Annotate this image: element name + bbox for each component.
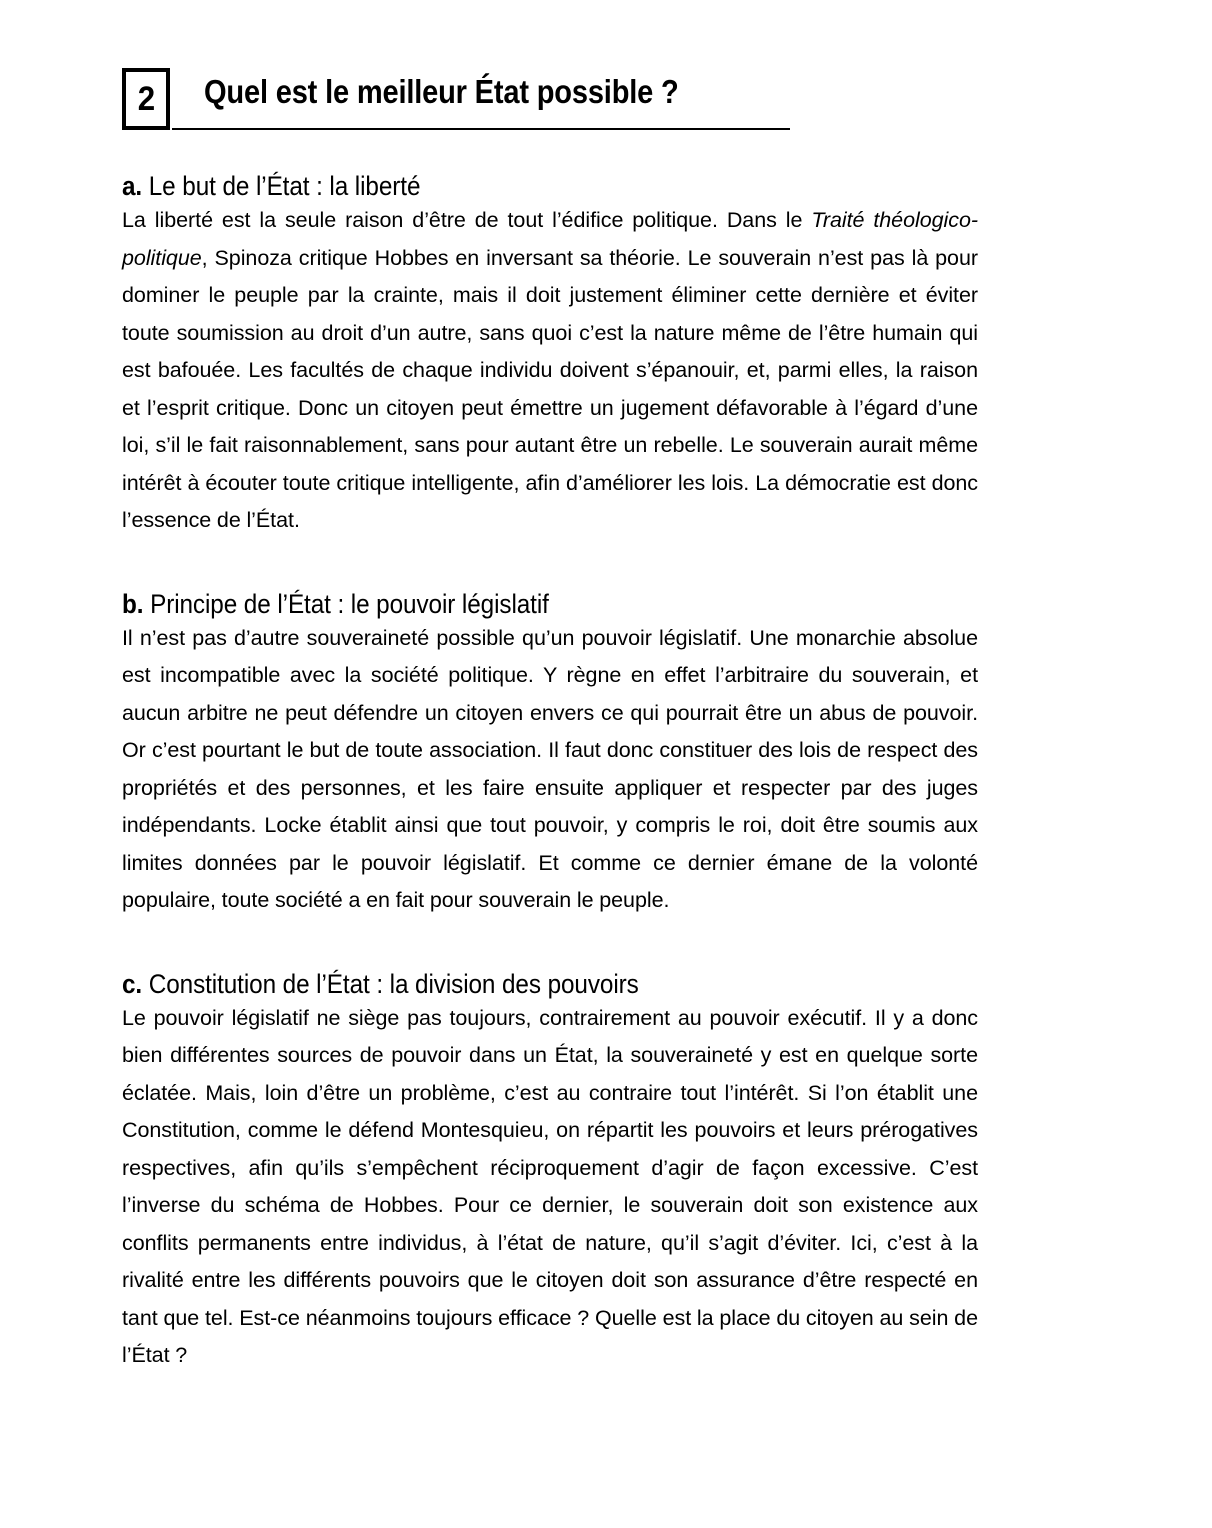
section-a-letter: a.: [122, 171, 143, 201]
section-b-heading-text: Principe de l’État : le pouvoir législatif: [143, 588, 549, 619]
section-c-paragraph: Le pouvoir législatif ne siège pas toujours, contrairement au pouvoir exécutif. Il y a donc bien différentes sources de pouvoir dans un État, la souveraineté y est en quelque sorte éclatée. Mais, loin d’être un problème, c’est au contraire tout l’intérêt. Si l’on établit une Constitution, comme le défend Montesquieu, on répartit les pouvoirs et leurs prérogatives respectives, afin qu’ils s’empêchent réciproquement d’agir de façon excessive. C’est l’inverse du schéma de Hobbes. Pour ce dernier, le souverain doit son existence aux conflits permanents entre individus, à l’état de nature, qu’il s’agit d’éviter. Ici, c’est à la rivalité entre les différents pouvoirs que le citoyen doit son assurance d’être respecté en tant que tel. Est-ce néanmoins toujours efficace ? Quelle est la place du citoyen au sein de l’État ?: [122, 1005, 978, 1367]
section-c: [122, 968, 978, 1375]
section-number: 2: [137, 80, 155, 118]
paragraph-lead-text: La liberté est la seule raison d’être de tout l’édifice politique. Dans le: [122, 208, 812, 232]
title-underline-rule: [172, 128, 790, 130]
section-a-heading-text: Le but de l’État : la liberté: [142, 171, 421, 201]
section-b-letter: b.: [122, 588, 144, 619]
section-number-box: [122, 68, 170, 130]
section-a-heading: [122, 170, 892, 202]
section-b-heading: [122, 588, 892, 620]
section-c-heading-text: Constitution de l’État : la division des pouvoirs: [142, 968, 639, 999]
section-b: [122, 588, 978, 920]
section-b-paragraph: Il n’est pas d’autre souveraineté possible qu’un pouvoir législatif. Une monarchie absolue est incompatible avec la société politique. Y règne en effet l’arbitraire du souverain, et aucun arbitre ne peut défendre un citoyen envers ce qui pourrait être un abus de pouvoir. Or c’est pourtant le but de toute association. Il faut donc constituer des lois de respect des propriétés et des personnes, et les faire ensuite appliquer et respecter par des juges indépendants. Locke établit ainsi que tout pouvoir, y compris le roi, doit être soumis aux limites données par le pouvoir législatif. Et comme ce dernier émane de la volonté populaire, toute société a en fait pour souverain le peuple.: [122, 625, 978, 912]
section-title-wrap: [204, 73, 1024, 111]
document-content: [122, 170, 978, 1375]
section-c-heading: [122, 968, 892, 1000]
section-a-paragraph: [122, 202, 978, 540]
work-title-italic: Traité théologico-politique: [122, 208, 978, 270]
page-title: Quel est le meilleur État possible ?: [204, 73, 679, 110]
paragraph-rest-text: , Spinoza critique Hobbes en inversant sa théorie. Le souverain n’est pas là pour dominer le peuple par la crainte, mais il doit justement éliminer cette dernière et éviter toute soumission au droit d’un autre, sans quoi c’est la nature même de l’être humain qui est bafouée. Les facultés de chaque individu doivent s’épanouir, et, parmi elles, la raison et l’esprit critique. Donc un citoyen peut émettre un jugement défavorable à l’égard d’une loi, s’il le fait raisonnablement, sans pour autant être un rebelle. Le souverain aurait même intérêt à écouter toute critique intelligente, afin d’améliorer les lois. La démocratie est donc l’essence de l’État.: [122, 245, 978, 532]
section-c-letter: c.: [122, 968, 143, 999]
section-a: [122, 170, 978, 540]
